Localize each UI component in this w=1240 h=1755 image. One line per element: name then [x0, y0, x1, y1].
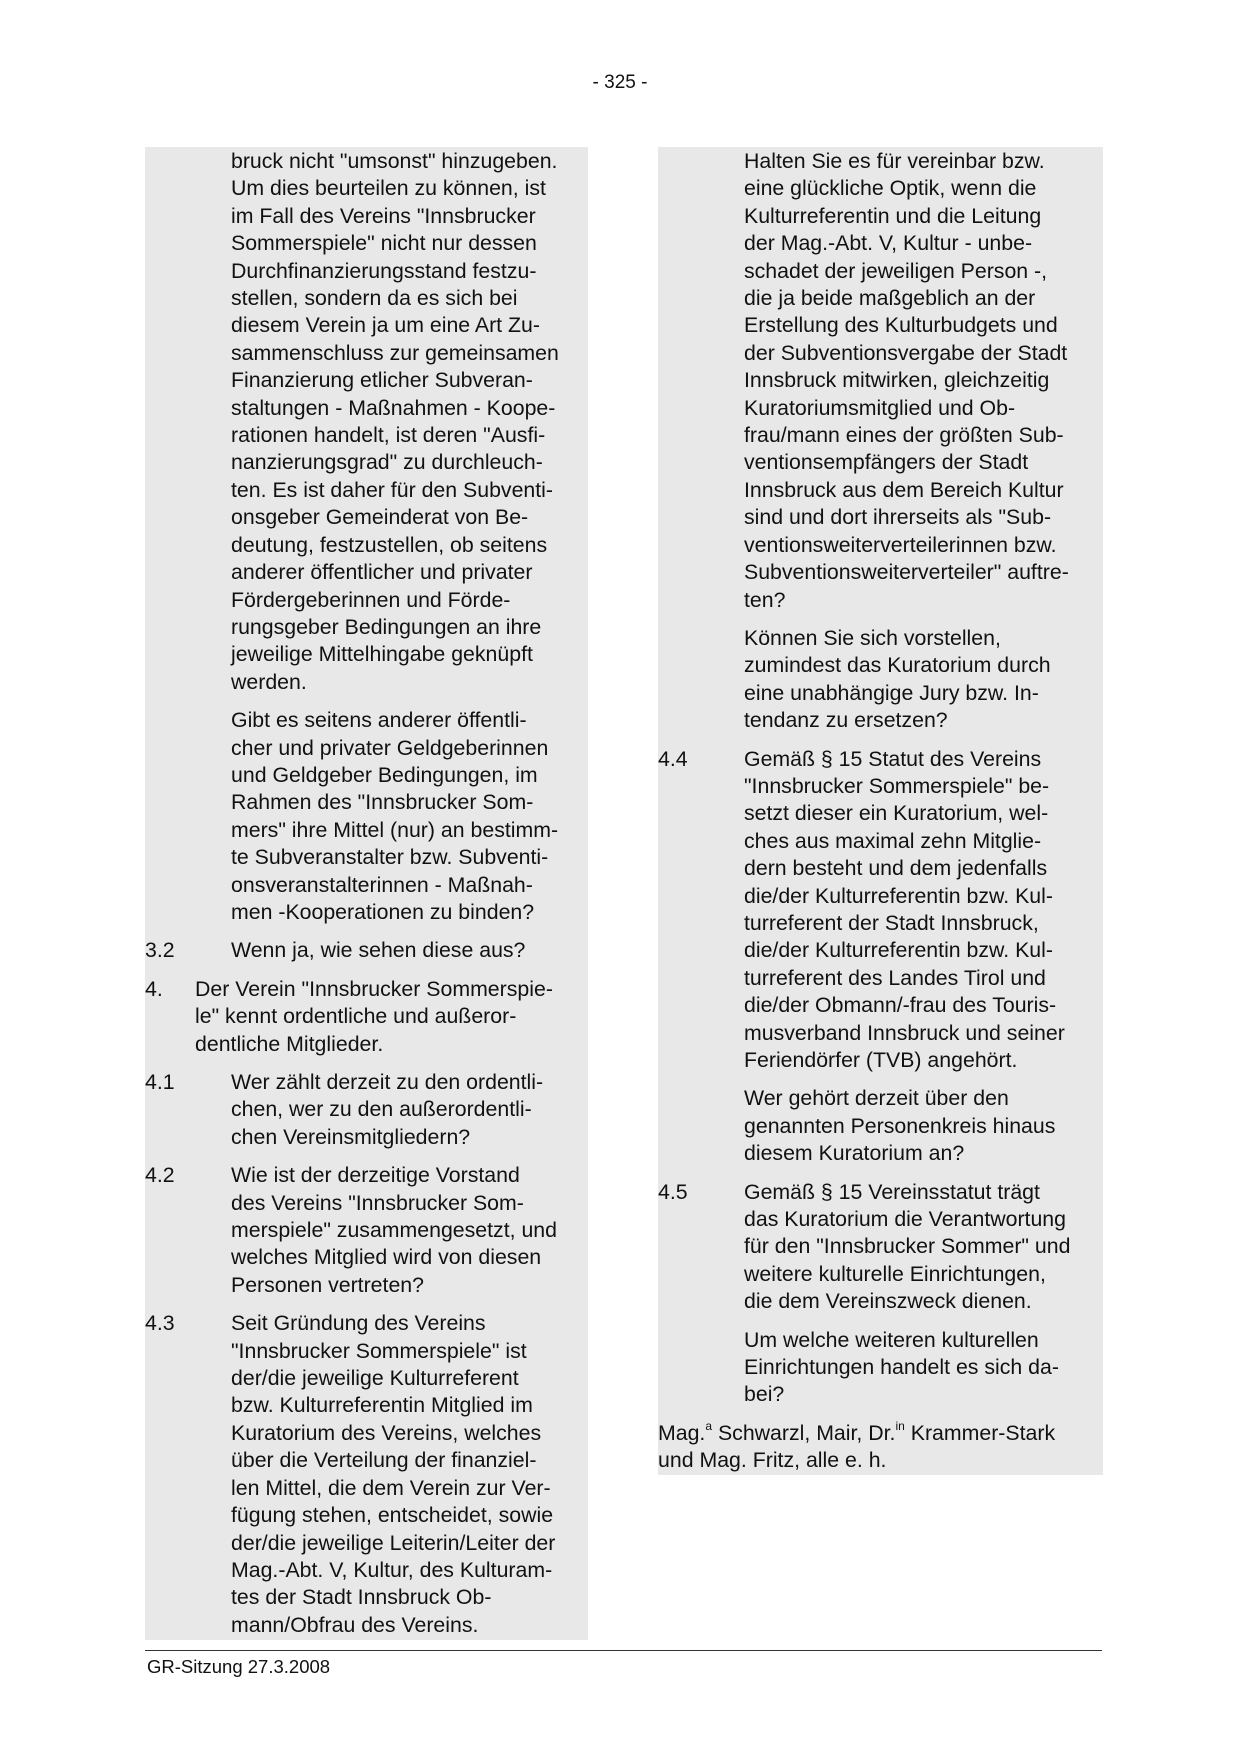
item-number: 4.4 — [658, 746, 688, 771]
paragraph: bruck nicht "umsonst" hinzugeben. Um dies beurteilen zu können, ist im Fall des Vereins "Innsbrucker Sommerspiele" nicht nur dessen Durchfinanzierungsstand festzu- stellen, sondern da es sich bei diesem Verein ja um eine Art Zu- sammenschluss zur gemeinsamen Finanzierung etlicher Subveran- staltungen - Maßnahmen - Koope- rationen handelt, ist deren "Ausfi- nanzierungsgrad" zu durchleuch- ten. Es ist daher für den Subventi- onsgeber Gemeinderat von Be- deutung, festzustellen, ob seitens anderer öffentlicher und privater Fördergeberinnen und Förde- rungsgeber Bedingungen an ihre jeweilige Mittelhingabe geknüpft werden. — [231, 149, 559, 694]
right-column — [658, 147, 1103, 1475]
item-text: Wenn ja, wie sehen diese aus? — [231, 938, 526, 963]
signer-superscript: a — [705, 1418, 713, 1433]
item-number: 4. — [145, 976, 163, 1001]
left-column — [145, 147, 588, 1640]
item-number: 4.5 — [658, 1179, 688, 1204]
item-text: Seit Gründung des Vereins "Innsbrucker Sommerspiele" ist der/die jeweilige Kulturreferent bzw. Kulturreferentin Mitglied im Kuratorium des Vereins, welches über die Verteilung der finanziel- len Mittel, die dem Verein zur Ver- fügung stehen, entscheidet, sowie der/die jeweilige Leiterin/Leiter der Mag.-Abt. V, Kultur, des Kulturam- tes der Stadt Innsbruck Ob- mann/Obfrau des Vereins. — [231, 1311, 556, 1637]
item-number: 4.2 — [145, 1163, 175, 1188]
paragraph: Gibt es seitens anderer öffentli- cher und privater Geldgeberinnen und Geldgeber Bedingungen, im Rahmen des "Innsbrucker Som- mers" ihre Mittel (nur) an bestimm- te Subveranstalter bzw. Subventi- onsveranstalterinnen - Maßnah- men -Kooperationen zu binden? — [231, 708, 559, 924]
footer-divider — [145, 1650, 1102, 1651]
signer-text: Mag. — [658, 1420, 706, 1445]
list-item — [145, 1069, 588, 1151]
signer-text: und Mag. Fritz, alle e. h. — [658, 1448, 887, 1473]
paragraph: Um welche weiteren kulturellen Einrichtungen handelt es sich da- bei? — [744, 1327, 1059, 1407]
paragraph: Halten Sie es für vereinbar bzw. eine glückliche Optik, wenn die Kulturreferentin und die Leitung der Mag.-Abt. V, Kultur - unbe- schadet der jeweiligen Person -, die ja beide maßgeblich an der Erstellung des Kulturbudgets und der Subventionsvergabe der Stadt Innsbruck mitwirken, gleichzeitig Kuratoriumsmitglied und Ob- frau/mann eines der größten Sub- ventionsempfängers der Stadt Innsbruck aus dem Bereich Kultur sind und dort ihrerseits als "Sub- ventionsweiterverteilerinnen bzw. Subventionsweiterverteiler" auftre- ten? — [744, 149, 1069, 612]
item-text: Der Verein "Innsbrucker Sommerspie- le" kennt ordentliche und außeror- dentliche Mitglieder. — [195, 976, 553, 1056]
item-text: Gemäß § 15 Statut des Vereins "Innsbrucker Sommerspiele" be- setzt dieser ein Kuratorium, wel- ches aus maximal zehn Mitglie- dern besteht und dem jedenfalls die/der Kulturreferentin bzw. Kul- turreferent der Stadt Innsbruck, die/der Kulturreferentin bzw. Kul- turreferent des Landes Tirol und die/der Obmann/-frau des Touris- musverband Innsbruck und seiner Feriendörfer (TVB) angehört. — [744, 746, 1065, 1072]
list-item — [145, 937, 588, 964]
signatories — [658, 1420, 1103, 1475]
signer-superscript: in — [895, 1418, 905, 1433]
item-number: 3.2 — [145, 938, 175, 963]
item-number: 4.3 — [145, 1311, 175, 1336]
item-text: Wer zählt derzeit zu den ordentli- chen, wer zu den außerordentli- chen Vereinsmitgliedern? — [231, 1070, 544, 1149]
paragraph: Wer gehört derzeit über den genannten Personenkreis hinaus diesem Kuratorium an? — [744, 1086, 1056, 1166]
signer-text: Krammer-Stark — [904, 1420, 1056, 1445]
item-text: Wie ist der derzeitige Vorstand des Vereins "Innsbrucker Som- merspiele" zusammengesetzt, und welches Mitglied wird von diesen Personen vertreten? — [231, 1163, 557, 1297]
list-item — [145, 1162, 588, 1299]
signer-text: Schwarzl, Mair, Dr. — [712, 1420, 896, 1445]
item-text: Gemäß § 15 Vereinsstatut trägt das Kuratorium die Verantwortung für den "Innsbrucker Sommer" und weitere kulturelle Einrichtungen, die dem Vereinszweck dienen. — [744, 1179, 1071, 1314]
page-number: - 325 - — [592, 72, 648, 93]
item-number: 4.1 — [145, 1070, 175, 1094]
list-item — [658, 1179, 1103, 1316]
footer-text: GR-Sitzung 27.3.2008 — [147, 1656, 331, 1677]
list-item — [145, 1310, 588, 1639]
paragraph: Können Sie sich vorstellen, zumindest das Kuratorium durch eine unabhängige Jury bzw. In- tendanz zu ersetzen? — [744, 625, 1051, 733]
list-item — [145, 976, 588, 1058]
list-item — [658, 746, 1103, 1075]
